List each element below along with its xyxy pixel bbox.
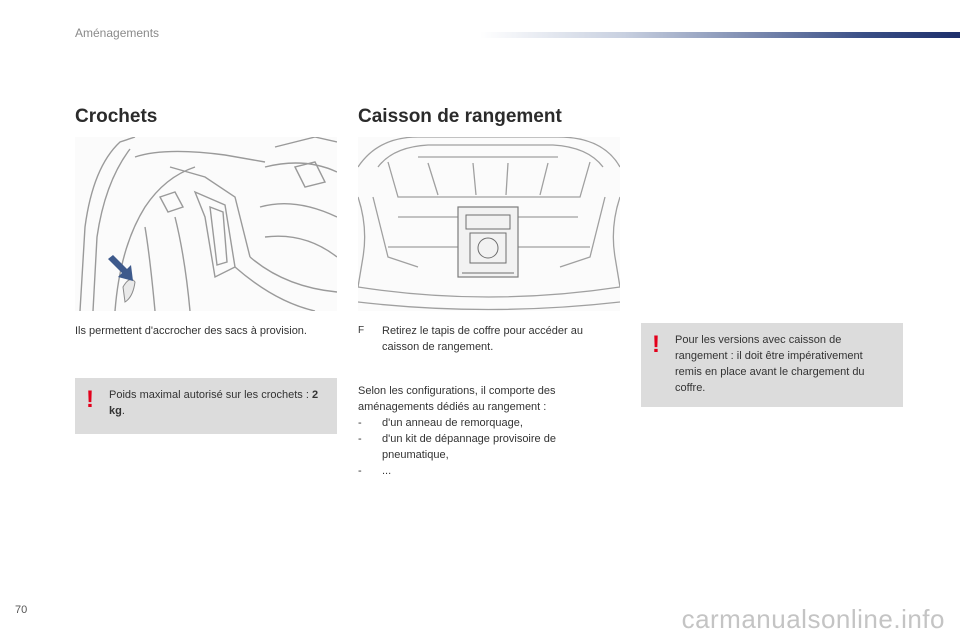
crochets-paragraph: Ils permettent d'accrocher des sacs à provision. bbox=[75, 325, 307, 337]
trunk-hook-illustration bbox=[75, 137, 337, 311]
caisson-warning-text: Pour les versions avec caisson de rangement : il doit être impérativement remis en place avant le chargement du coffre. bbox=[675, 334, 865, 394]
warning-exclamation-icon: ! bbox=[652, 331, 660, 358]
storage-box-illustration bbox=[358, 137, 620, 311]
warning-exclamation-icon: ! bbox=[86, 386, 94, 413]
list-item: - d'un kit de dépannage provisoire de pneumatique, bbox=[358, 433, 556, 461]
site-watermark: carmanualsonline.info bbox=[681, 604, 945, 634]
hook-arrow-icon bbox=[108, 255, 133, 281]
list-item: - d'un anneau de remorquage, bbox=[358, 417, 523, 429]
step-symbol: F bbox=[358, 325, 365, 336]
step-instruction bbox=[358, 323, 620, 355]
header-gradient-bar bbox=[480, 32, 960, 38]
storage-box-drawing bbox=[358, 137, 620, 311]
caisson-contents-list bbox=[358, 415, 620, 479]
caisson-paragraph: Selon les configurations, il comporte des aménagements dédiés au rangement : bbox=[358, 385, 556, 413]
crochets-warning-text: Poids maximal autorisé sur les crochets : 2 kg. bbox=[109, 389, 319, 417]
crochets-warning-box bbox=[75, 378, 337, 434]
trunk-hook-drawing bbox=[75, 137, 337, 311]
page-number: 70 bbox=[15, 604, 28, 616]
max-weight-value: 2 kg bbox=[109, 389, 319, 417]
caisson-title: Caisson de rangement bbox=[358, 106, 562, 127]
crochets-title: Crochets bbox=[75, 106, 158, 127]
step-text: Retirez le tapis de coffre pour accéder au caisson de rangement. bbox=[382, 325, 583, 353]
list-item: - ... bbox=[358, 465, 392, 477]
section-header: Aménagements bbox=[75, 26, 160, 40]
caisson-warning-box bbox=[641, 323, 903, 407]
